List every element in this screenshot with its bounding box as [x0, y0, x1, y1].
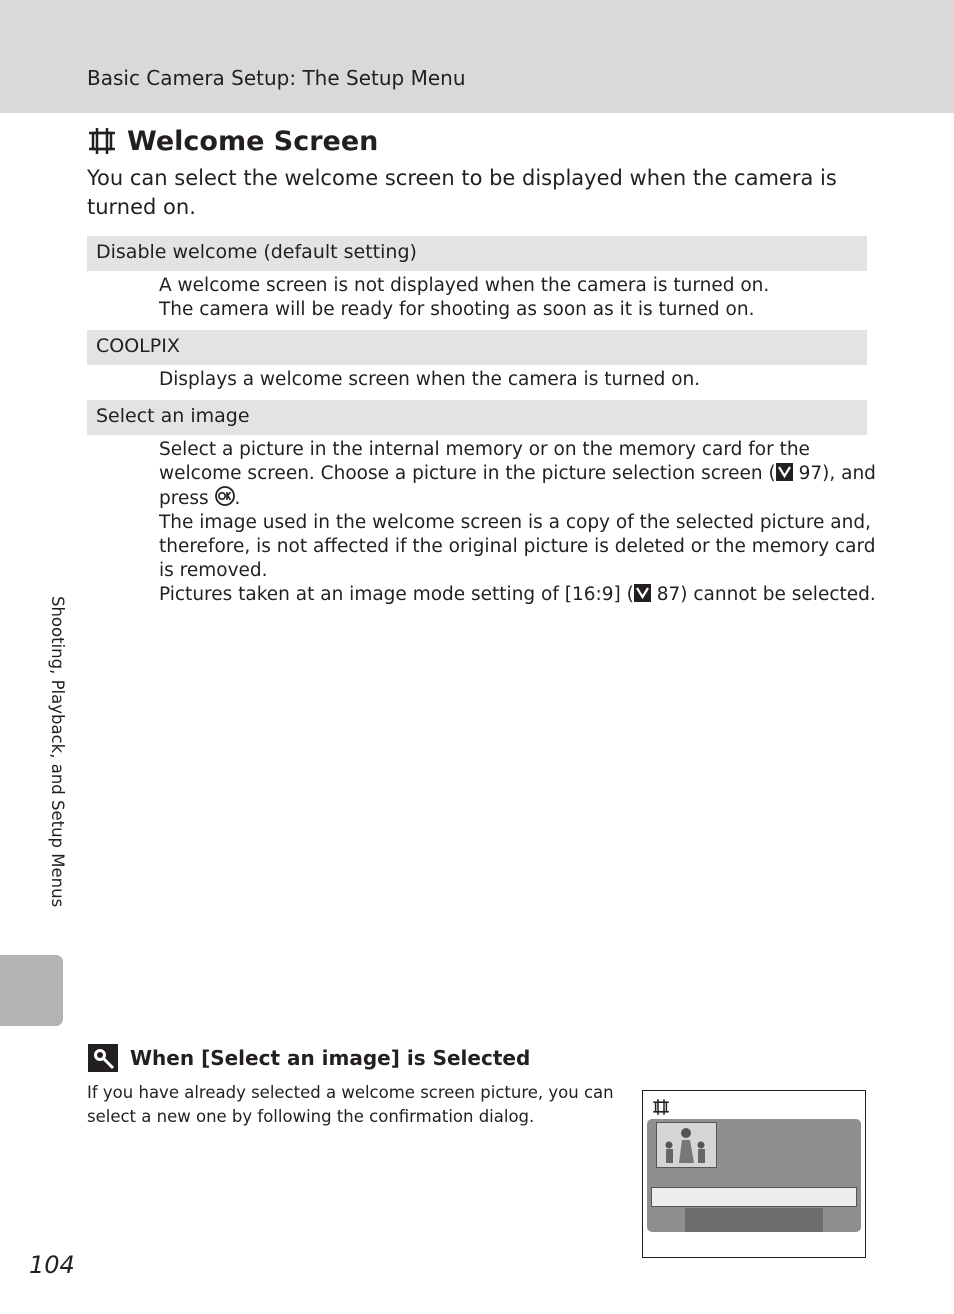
- confirmation-dialog: [647, 1119, 861, 1232]
- description-line: The camera will be ready for shooting as soon as it is turned on.: [159, 299, 755, 320]
- description-line: A welcome screen is not displayed when the camera is turned on.: [159, 275, 770, 296]
- dialog-option-field: [651, 1187, 857, 1207]
- note-title: When [Select an image] is Selected: [130, 1046, 531, 1070]
- header-title: Basic Camera Setup: The Setup Menu: [87, 66, 466, 90]
- description-line: Select a picture in the internal memory or on the memory card for the: [159, 439, 810, 460]
- camera-screen-illustration: [642, 1090, 866, 1258]
- ok-button-icon: [215, 486, 235, 506]
- welcome-screen-icon: [87, 126, 117, 156]
- note-line: select a new one by following the confirmation dialog.: [87, 1107, 535, 1126]
- description-line: therefore, is not affected if the original picture is deleted or the memory card: [159, 536, 876, 557]
- description-text: Pictures taken at an image mode setting of [16:9] (: [159, 584, 634, 605]
- page-number: 104: [29, 1251, 75, 1279]
- option-description-coolpix: [159, 368, 879, 392]
- option-heading-select-image: Select an image: [87, 400, 867, 435]
- sidebar-tab: [0, 955, 63, 1026]
- description-line: [159, 486, 879, 511]
- thumbnail-image: [656, 1122, 717, 1168]
- sidebar-section-label: Shooting, Playback, and Setup Menus: [48, 596, 67, 908]
- description-line: [159, 583, 879, 607]
- note-line: If you have already selected a welcome screen picture, you can: [87, 1083, 614, 1102]
- description-line: is removed.: [159, 560, 268, 581]
- header-band: [0, 0, 954, 113]
- page-reference-icon: [634, 584, 651, 602]
- description-line: Displays a welcome screen when the camera is turned on.: [159, 369, 701, 390]
- option-description-disable-welcome: [159, 274, 879, 322]
- note-text: [87, 1081, 627, 1129]
- option-description-select-image: [159, 438, 879, 607]
- section-title-row: [87, 124, 378, 158]
- description-text: .: [234, 488, 241, 509]
- note-title-row: [88, 1043, 530, 1073]
- page-reference-text: 87) cannot be selected.: [656, 584, 876, 605]
- description-line: [159, 462, 879, 486]
- page-reference-text: 97), and: [798, 463, 876, 484]
- description-text: welcome screen. Choose a picture in the picture selection screen (: [159, 463, 776, 484]
- people-photo-icon: [657, 1123, 716, 1167]
- option-heading-coolpix: COOLPIX: [87, 330, 867, 365]
- description-line: The image used in the welcome screen is a copy of the selected picture and,: [159, 512, 871, 533]
- option-heading-disable-welcome: Disable welcome (default setting): [87, 236, 867, 271]
- tip-icon: [88, 1044, 118, 1072]
- dialog-option-bar: [685, 1208, 823, 1232]
- description-text: press: [159, 488, 209, 509]
- page-reference-icon: [776, 463, 793, 481]
- intro-text: You can select the welcome screen to be displayed when the camera is turned on.: [87, 166, 837, 219]
- page-title: Welcome Screen: [127, 125, 379, 157]
- welcome-screen-icon: [651, 1098, 671, 1116]
